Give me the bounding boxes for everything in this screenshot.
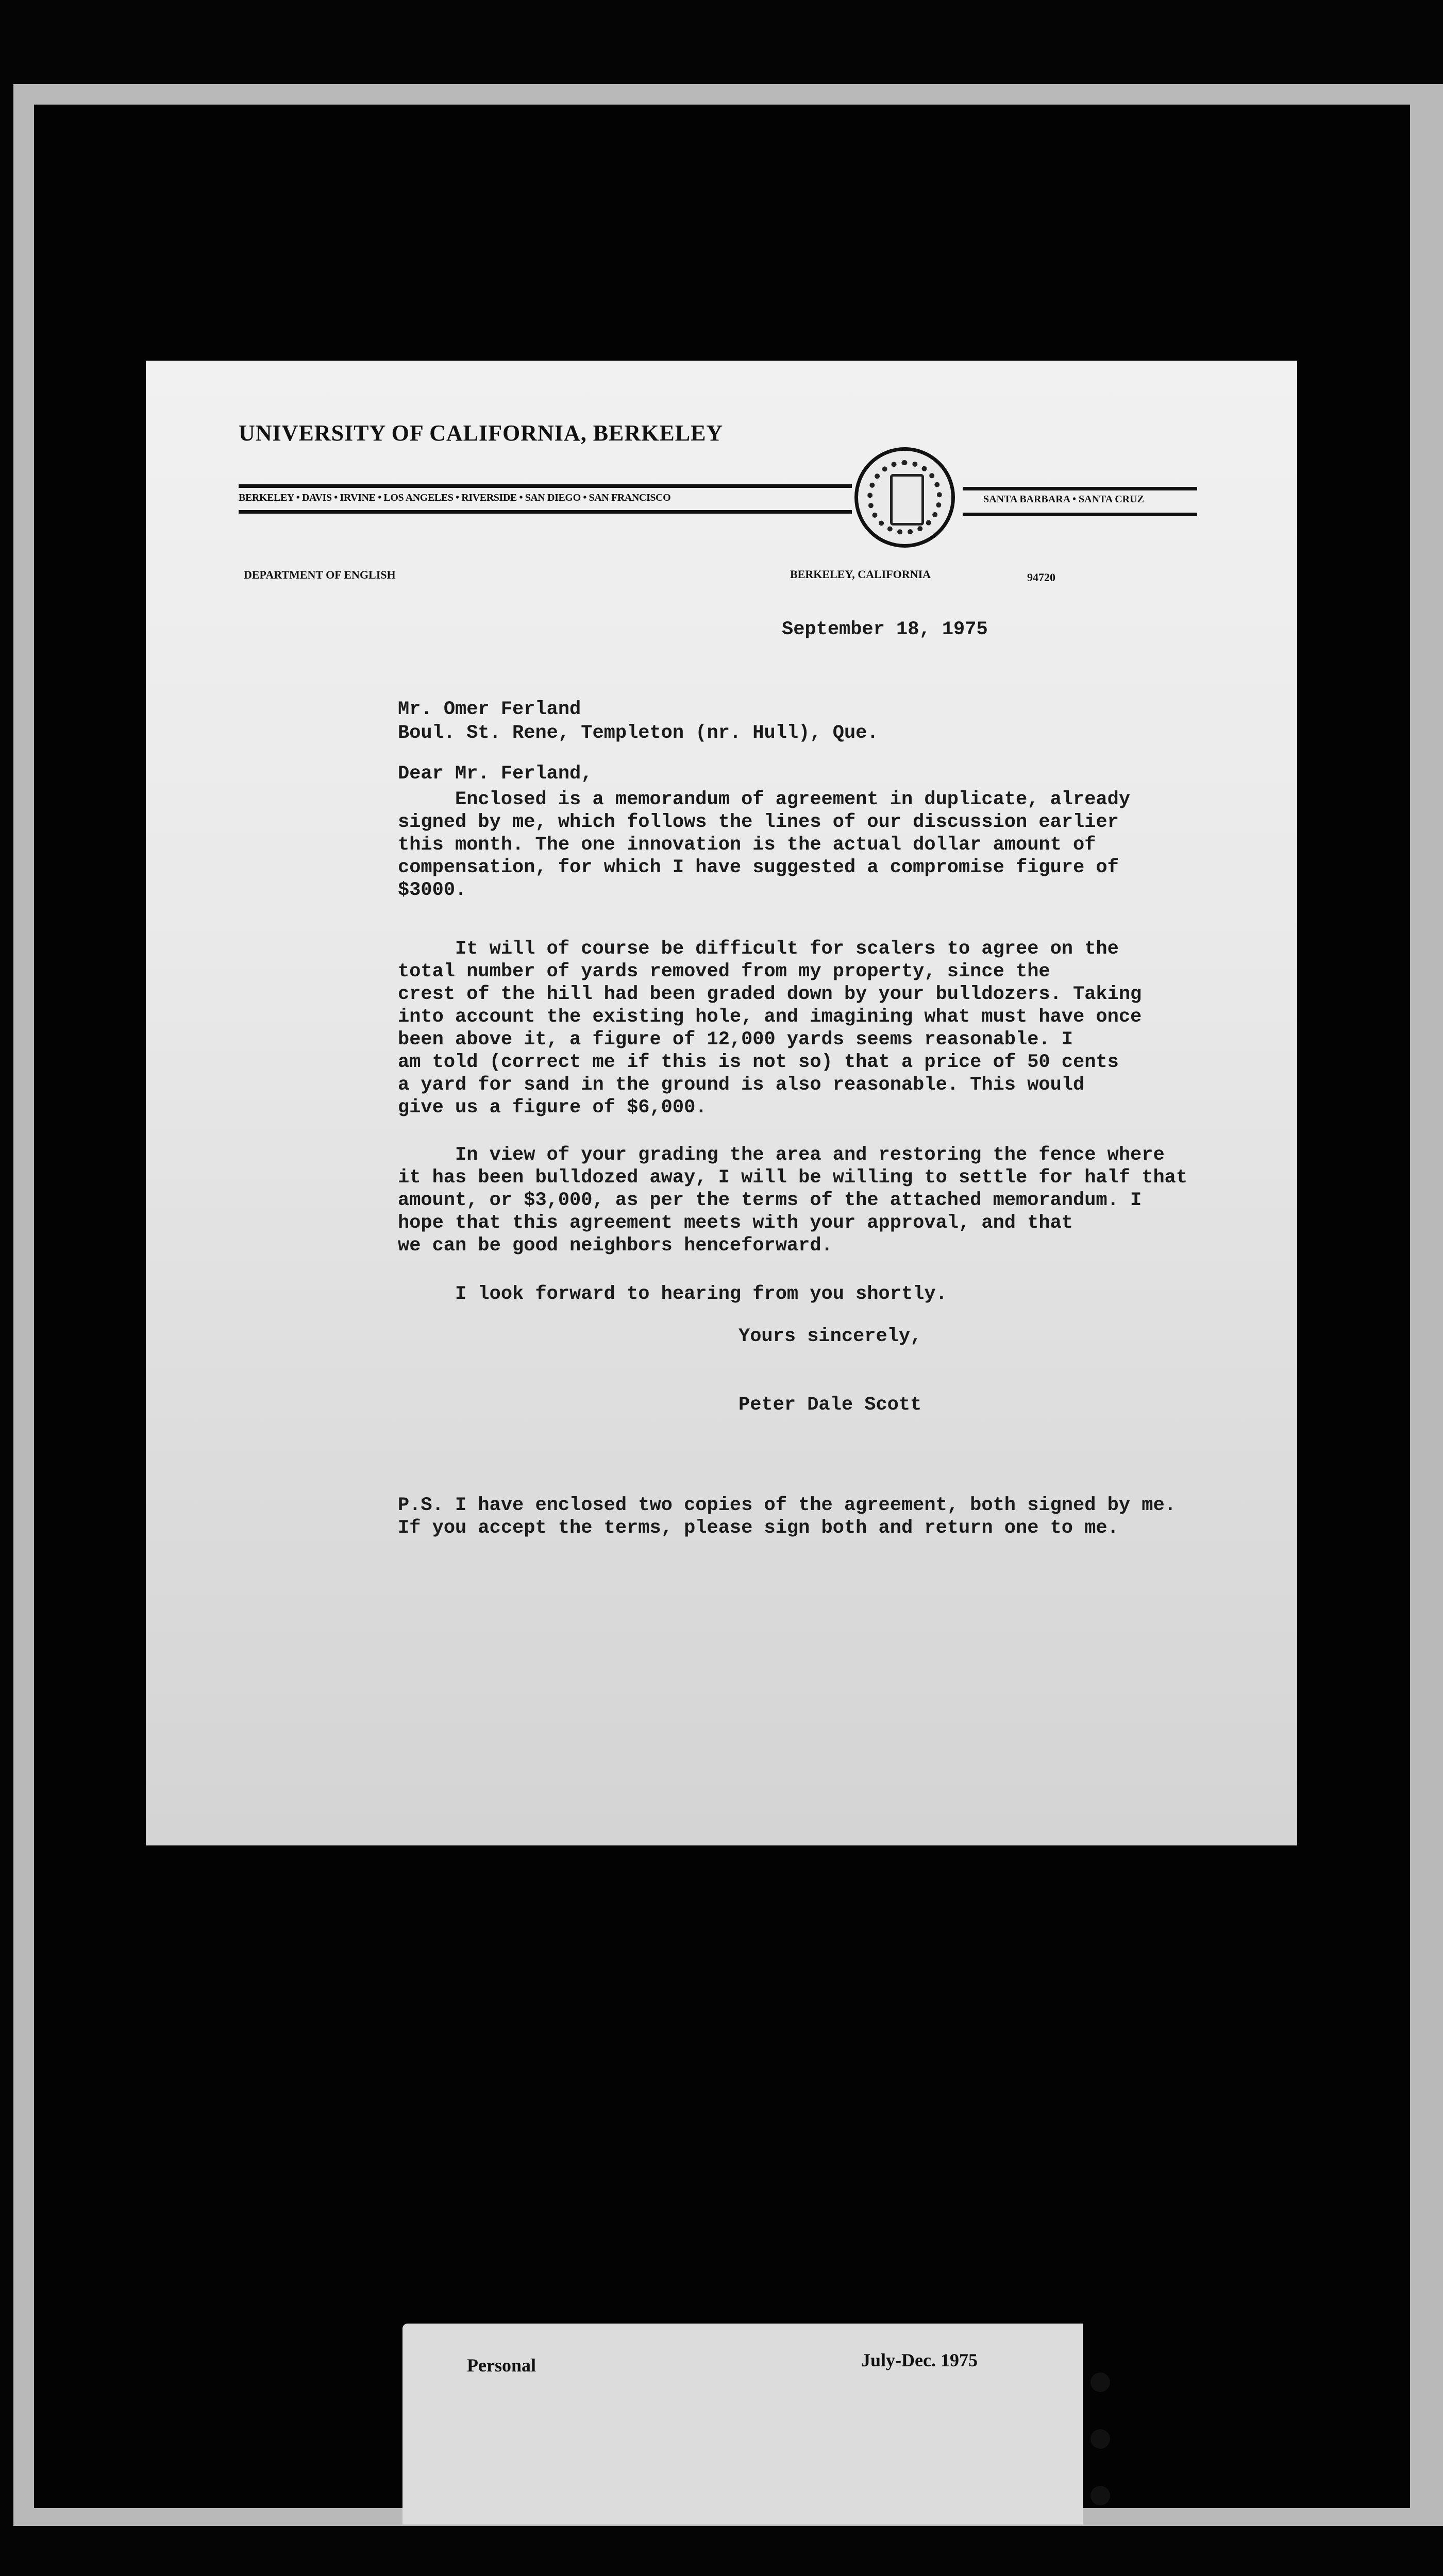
paragraph-1: Enclosed is a memorandum of agreement in duplicate, already signed by me, which follows the lines of our discussion earlier this month. The one innovation is the actual dollar amount of compensation, for which I have suggested a compromise figure of $3000. [398, 789, 1131, 901]
letterhead-rule [963, 513, 1197, 516]
closing: Yours sincerely, [739, 1326, 922, 1347]
letterhead-rule [239, 484, 852, 488]
campus-list-right: SANTA BARBARA • SANTA CRUZ [983, 494, 1144, 505]
letterhead-zip: 94720 [1027, 571, 1055, 584]
signature-name: Peter Dale Scott [739, 1394, 922, 1416]
folder-label [402, 2324, 1083, 2524]
recipient-name: Mr. Omer Ferland [398, 699, 581, 720]
recipient-address: Boul. St. Rene, Templeton (nr. Hull), Que. [398, 722, 879, 744]
paragraph-4: I look forward to hearing from you shortly. [398, 1283, 947, 1305]
letter-date: September 18, 1975 [782, 619, 988, 640]
paragraph-2: It will of course be difficult for scalers to agree on the total number of yards removed from my property, since the crest of the hill had been graded down by your bulldozers. Taking into account the existing hole, and imagining what must have once been above it, a figure of 12,000 yards seems reasonable. I am told (correct me if this is not so) that a price of 50 cents a yard for sand in the ground is also reasonable. This would give us a figure of $6,000. [398, 938, 1142, 1118]
department-name: DEPARTMENT OF ENGLISH [244, 568, 396, 581]
university-seal-logo [854, 447, 955, 548]
postscript: P.S. I have enclosed two copies of the agreement, both signed by me. If you accept the terms, please sign both and return one to me. [398, 1495, 1176, 1539]
letterhead-rule [963, 487, 1197, 490]
letterhead-city: BERKELEY, CALIFORNIA [790, 568, 931, 581]
letter-page [146, 361, 1297, 1845]
salutation: Dear Mr. Ferland, [398, 763, 593, 785]
folder-period: July-Dec. 1975 [861, 2350, 978, 2370]
letterhead-rule [239, 510, 852, 514]
campus-list-left: BERKELEY • DAVIS • IRVINE • LOS ANGELES • RIVERSIDE • SAN DIEGO • SAN FRANCISCO [239, 492, 671, 503]
letterhead-title: UNIVERSITY OF CALIFORNIA, BERKELEY [239, 420, 724, 446]
binder-hole [1090, 2486, 1110, 2505]
binder-hole [1090, 2372, 1110, 2392]
binder-hole [1090, 2429, 1110, 2449]
paragraph-3: In view of your grading the area and restoring the fence where it has been bulldozed away, I will be willing to settle for half that amount, or $3,000, as per the terms of the attached memorandum. I hope that this agreement meets with your approval, and that we can be good neighbors henceforward. [398, 1144, 1188, 1257]
folder-category: Personal [467, 2355, 536, 2376]
